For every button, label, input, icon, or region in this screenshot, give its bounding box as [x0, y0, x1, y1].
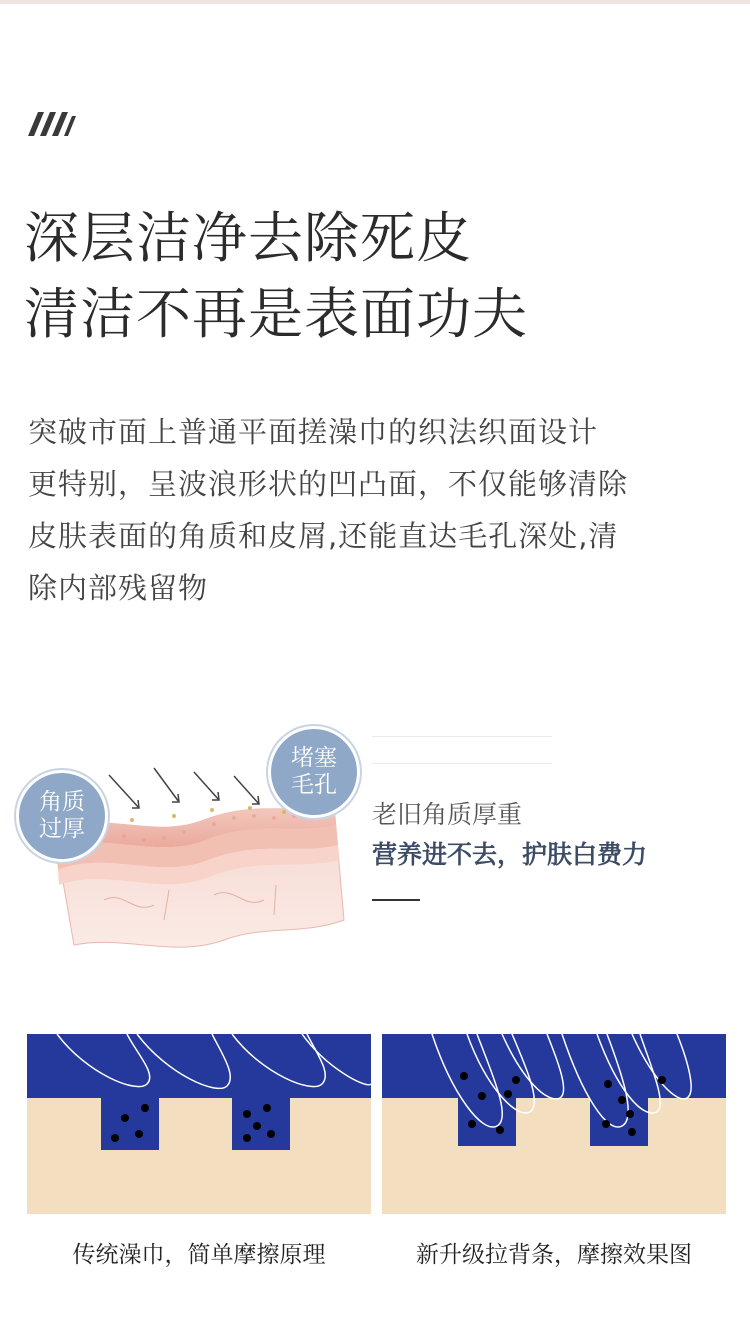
clogged-pores-line-2: 毛孔 [291, 772, 337, 798]
back-strip-diagram [382, 1034, 726, 1214]
back-strip-caption: 新升级拉背条，摩擦效果图 [416, 1242, 692, 1268]
traditional-towel-diagram [27, 1034, 371, 1214]
skin-problem-subtitle: 营养进不去，护肤白费力 [372, 840, 648, 869]
traditional-towel-caption: 传统澡巾，简单摩擦原理 [72, 1242, 326, 1268]
headline [24, 200, 724, 352]
clogged-pores-line-1: 堵塞 [291, 745, 337, 771]
description-line-1: 突破市面上普通平面搓澡巾的织法织面设计 [28, 415, 599, 449]
skin-problem-title: 老旧角质厚重 [372, 800, 523, 829]
description-line-2: 更特别，呈波浪形状的凹凸面，不仅能够清除 [28, 467, 629, 501]
thick-cuticle-line-2: 过厚 [39, 816, 85, 842]
faint-decorative-lines [372, 736, 552, 790]
description-line-4: 除内部残留物 [28, 571, 209, 605]
clogged-pores-bubble [268, 726, 360, 818]
thick-cuticle-bubble [16, 770, 108, 862]
thick-cuticle-line-1: 角质 [39, 789, 85, 815]
description [28, 406, 698, 614]
skin-problem-text [372, 795, 732, 901]
brand-logo-icon [28, 106, 76, 140]
divider-dash [372, 899, 420, 901]
headline-line-1: 深层洁净去除死皮 [24, 206, 473, 270]
description-line-3: 皮肤表面的角质和皮屑,还能直达毛孔深处,清 [28, 519, 619, 553]
headline-line-2: 清洁不再是表面功夫 [24, 282, 529, 346]
top-strip [0, 0, 750, 4]
